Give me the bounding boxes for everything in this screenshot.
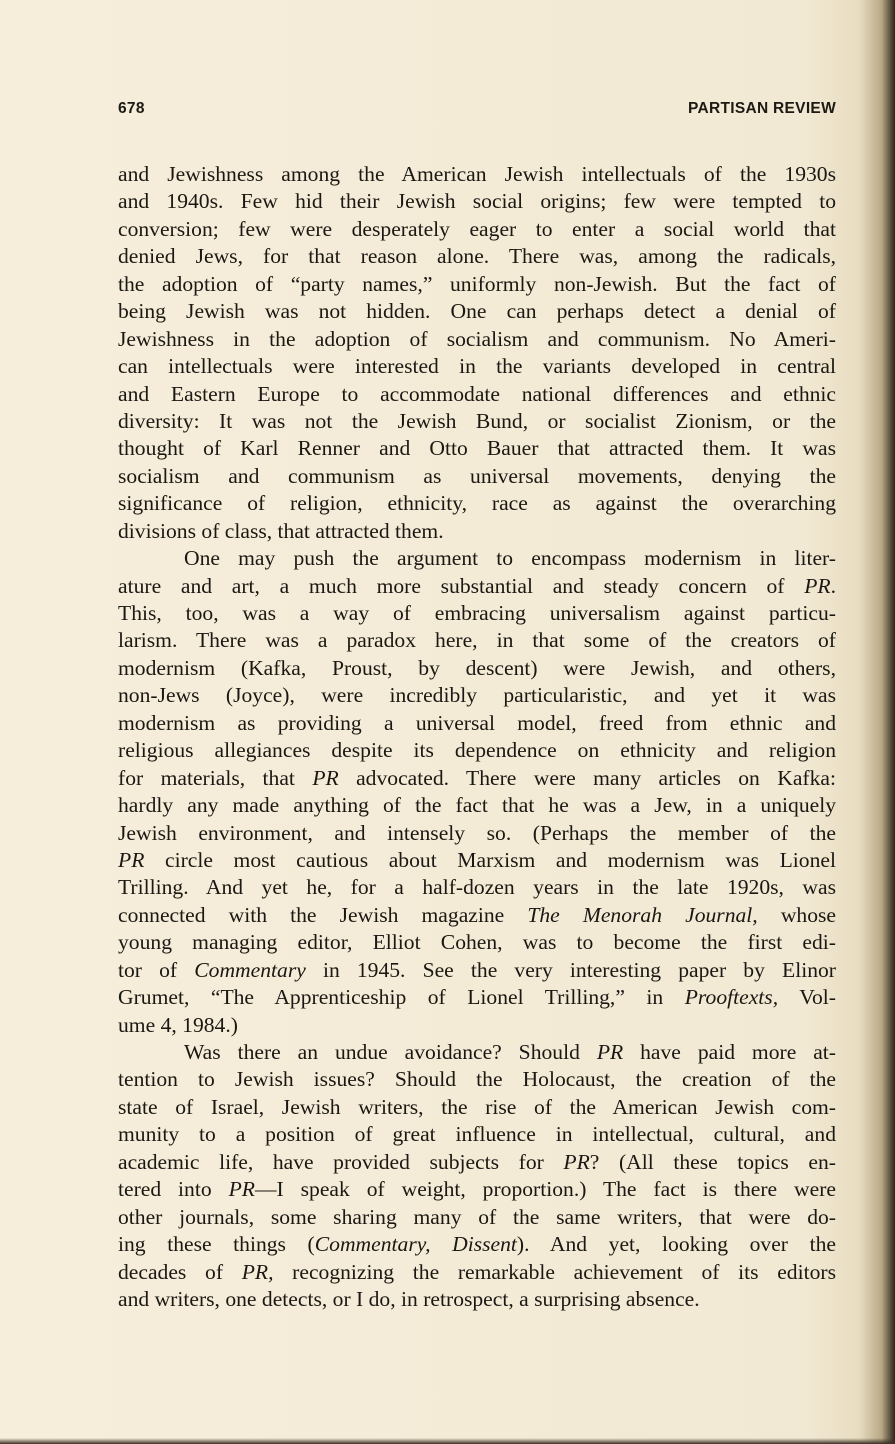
text-segment: academic life, have provided subjects for: [118, 1149, 564, 1174]
text-line: [118, 326, 836, 353]
text-segment: state of Israel, Jewish writers, the rise of the American Jewish com-: [118, 1094, 836, 1119]
text-segment: hardly any made anything of the fact that he was a Jew, in a uniquely: [118, 793, 836, 818]
italic-text: PR: [312, 765, 339, 790]
text-line: [118, 353, 836, 380]
text-line: [118, 874, 836, 901]
running-head: PARTISAN REVIEW: [687, 100, 836, 117]
text-line: [118, 984, 836, 1011]
page-bottom-edge: [0, 1438, 895, 1444]
italic-text: Commentary: [194, 957, 306, 982]
text-line: [118, 710, 836, 737]
italic-text: Prooftexts,: [684, 985, 779, 1010]
text-segment: can intellectuals were interested in the variants developed in central: [118, 354, 836, 379]
text-line: [118, 847, 836, 874]
text-line: [118, 1286, 836, 1313]
text-segment: have paid more at-: [623, 1040, 836, 1064]
italic-text: PR: [118, 847, 145, 872]
italic-text: PR: [563, 1149, 590, 1174]
text-segment: whose: [757, 902, 837, 927]
text-segment: recognizing the remarkable achievement of its editors: [273, 1259, 836, 1284]
text-line: [118, 1121, 836, 1148]
page-header: [118, 100, 836, 122]
text-line: [118, 902, 836, 929]
text-line: [118, 408, 836, 435]
text-segment: for materials, that: [118, 765, 313, 790]
text-segment: non-Jews (Joyce), were incredibly particularistic, and yet it was: [118, 683, 836, 708]
text-line: [118, 1176, 836, 1203]
text-line: [118, 627, 836, 654]
text-segment: ume 4, 1984.): [118, 1012, 238, 1037]
text-line: [118, 271, 836, 298]
text-line: [118, 1231, 836, 1258]
text-line: [118, 1204, 836, 1231]
text-segment: tered into: [118, 1177, 229, 1202]
text-segment: decades of: [118, 1259, 242, 1284]
text-line: [118, 1066, 836, 1093]
text-segment: ). And yet, looking over the: [516, 1232, 836, 1257]
text-segment: and Eastern Europe to accommodate national differences and ethnic: [118, 381, 836, 406]
text-segment: in 1945. See the very interesting paper by Elinor: [305, 957, 836, 982]
text-line: [118, 820, 836, 847]
text-segment: being Jewish was not hidden. One can perhaps detect a denial of: [118, 299, 836, 324]
text-line: [118, 682, 836, 709]
text-line: [118, 957, 836, 984]
text-line: [118, 1149, 836, 1176]
body-text: [118, 161, 836, 1313]
text-segment: tor of: [118, 957, 195, 982]
text-segment: munity to a position of great influence in intellectual, cultural, and: [118, 1122, 836, 1147]
text-segment: diversity: It was not the Jewish Bund, or socialist Zionism, or the: [118, 408, 836, 433]
text-line: [118, 490, 836, 517]
italic-text: PR,: [241, 1259, 274, 1284]
text-line: [118, 600, 836, 627]
text-segment: ? (All these topics en-: [589, 1149, 836, 1174]
text-segment: ing these things (: [118, 1232, 315, 1257]
italic-text: The Menorah Journal,: [527, 902, 758, 927]
text-segment: modernism as providing a universal model, freed from ethnic and: [118, 710, 836, 735]
text-line: [118, 545, 836, 572]
text-segment: Jewishness in the adoption of socialism and communism. No Ameri-: [118, 326, 836, 351]
text-segment: ature and art, a much more substantial and steady concern of: [118, 573, 805, 598]
text-line: [118, 381, 836, 408]
text-line: [118, 518, 836, 545]
text-segment: young managing editor, Elliot Cohen, was to become the first edi-: [118, 930, 836, 955]
text-line: [118, 655, 836, 682]
text-line: [118, 792, 836, 819]
text-segment: divisions of class, that attracted them.: [118, 518, 444, 543]
text-segment: significance of religion, ethnicity, race as against the overarching: [118, 491, 836, 516]
text-segment: Grumet, “The Apprenticeship of Lionel Trilling,” in: [118, 985, 685, 1010]
text-segment: and writers, one detects, or I do, in retrospect, a surprising absence.: [118, 1286, 700, 1311]
italic-text: PR: [596, 1040, 624, 1064]
text-segment: advocated. There were many articles on Kafka:: [338, 765, 837, 790]
text-line: [118, 161, 836, 188]
text-segment: Was there an undue avoidance? Should: [184, 1040, 597, 1064]
text-segment: religious allegiances despite its dependence on ethnicity and religion: [118, 738, 836, 763]
text-segment: tention to Jewish issues? Should the Holocaust, the creation of the: [118, 1067, 836, 1092]
text-segment: other journals, some sharing many of the same writers, that were do-: [118, 1204, 836, 1229]
text-segment: —I speak of weight, proportion.) The fact is there were: [254, 1177, 837, 1202]
text-segment: larism. There was a paradox here, in that some of the creators of: [118, 628, 836, 653]
text-line: [118, 1012, 836, 1039]
text-segment: Trilling. And yet he, for a half-dozen years in the late 1920s, was: [118, 875, 836, 900]
text-line: [118, 188, 836, 215]
text-segment: and Jewishness among the American Jewish intellectuals of the 1930s: [118, 162, 836, 186]
text-segment: Vol-: [778, 985, 837, 1010]
italic-text: Commentary, Dissent: [314, 1232, 517, 1257]
text-segment: .: [830, 573, 836, 598]
text-line: [118, 765, 836, 792]
text-segment: the adoption of “party names,” uniformly non-Jewish. But the fact of: [118, 271, 836, 296]
text-line: [118, 435, 836, 462]
text-segment: Jewish environment, and intensely so. (Perhaps the member of the: [118, 820, 836, 845]
text-segment: conversion; few were desperately eager to enter a social world that: [118, 216, 836, 241]
text-segment: socialism and communism as universal movements, denying the: [118, 463, 836, 488]
text-line: [118, 463, 836, 490]
text-segment: connected with the Jewish magazine: [118, 902, 528, 927]
italic-text: PR: [804, 573, 831, 598]
page-number: 678: [118, 100, 145, 117]
text-line: [118, 1094, 836, 1121]
text-line: [118, 573, 836, 600]
text-segment: thought of Karl Renner and Otto Bauer that attracted them. It was: [118, 436, 836, 461]
text-line: [118, 737, 836, 764]
text-line: [118, 243, 836, 270]
text-segment: denied Jews, for that reason alone. There was, among the radicals,: [118, 244, 836, 269]
text-line: [118, 1039, 836, 1066]
italic-text: PR: [228, 1177, 255, 1202]
text-line: [118, 929, 836, 956]
text-segment: One may push the argument to encompass modernism in liter-: [184, 546, 836, 571]
text-line: [118, 1259, 836, 1286]
text-segment: modernism (Kafka, Proust, by descent) were Jewish, and others,: [118, 655, 836, 680]
text-segment: circle most cautious about Marxism and modernism was Lionel: [144, 847, 836, 872]
text-line: [118, 216, 836, 243]
text-segment: and 1940s. Few hid their Jewish social origins; few were tempted to: [118, 189, 836, 214]
text-segment: This, too, was a way of embracing universalism against particu-: [118, 601, 836, 625]
text-line: [118, 298, 836, 325]
